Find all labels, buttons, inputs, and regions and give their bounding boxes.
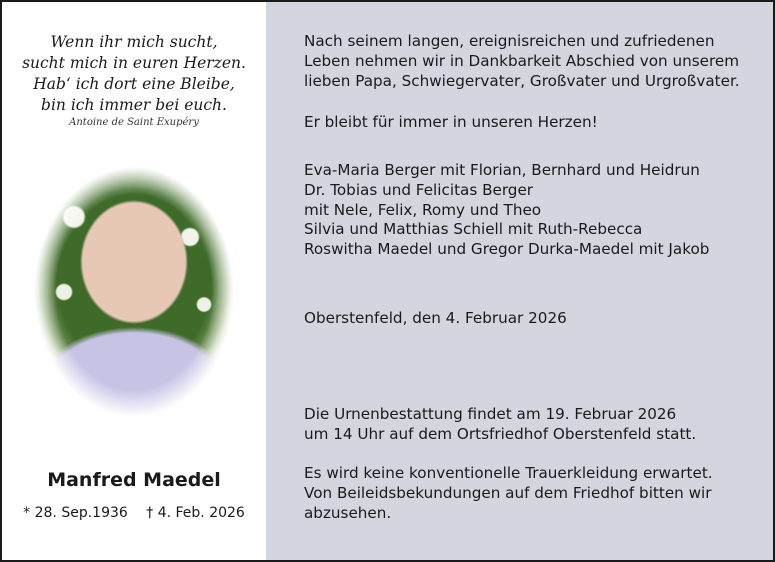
mourner-line: Dr. Tobias und Felicitas Berger	[304, 180, 534, 199]
intro-line: Nach seinem langen, ereignisreichen und zufriedenen	[304, 32, 715, 50]
mourners-list	[304, 161, 764, 260]
intro-text	[304, 32, 764, 91]
mourner-line: mit Nele, Felix, Romy und Theo	[304, 200, 542, 219]
poem-line: Wenn ihr mich sucht,	[50, 33, 218, 51]
remark-line: abzusehen.	[304, 503, 392, 522]
poem-line: Hab‘ ich dort eine Bleibe,	[33, 75, 235, 93]
death-date: † 4. Feb. 2026	[146, 505, 245, 521]
poem-author: Antoine de Saint Exupéry	[69, 117, 199, 128]
remarks	[304, 464, 764, 523]
closing-line: Er bleibt für immer in unseren Herzen!	[304, 113, 598, 131]
remark-line: Es wird keine konventionelle Trauerkleidung erwartet.	[304, 464, 713, 482]
mourner-line: Roswitha Maedel und Gregor Durka-Maedel mit Jakob	[304, 240, 710, 259]
left-panel	[2, 2, 266, 560]
portrait-photo	[34, 167, 234, 417]
intro-line: lieben Papa, Schwiegervater, Großvater und Urgroßvater.	[304, 71, 740, 90]
deceased-name: Manfred Maedel	[47, 469, 221, 491]
poem-line: bin ich immer bei euch.	[41, 96, 227, 114]
place-date: Oberstenfeld, den 4. Februar 2026	[304, 309, 567, 327]
mourner-line: Eva-Maria Berger mit Florian, Bernhard und Heidrun	[304, 161, 700, 179]
funeral-info	[304, 405, 764, 445]
right-panel	[266, 2, 773, 560]
poem	[2, 32, 266, 116]
life-dates	[2, 505, 266, 521]
funeral-line: um 14 Uhr auf dem Ortsfriedhof Oberstenfeld statt.	[304, 424, 697, 443]
birth-date: * 28. Sep.1936	[23, 505, 128, 521]
remark-line: Von Beileidsbekundungen auf dem Friedhof bitten wir	[304, 483, 712, 502]
poem-line: sucht mich in euren Herzen.	[22, 54, 246, 72]
funeral-line: Die Urnenbestattung findet am 19. Februar 2026	[304, 405, 677, 423]
mourner-line: Silvia und Matthias Schiell mit Ruth-Rebecca	[304, 220, 643, 239]
intro-line: Leben nehmen wir in Dankbarkeit Abschied von unserem	[304, 51, 740, 70]
